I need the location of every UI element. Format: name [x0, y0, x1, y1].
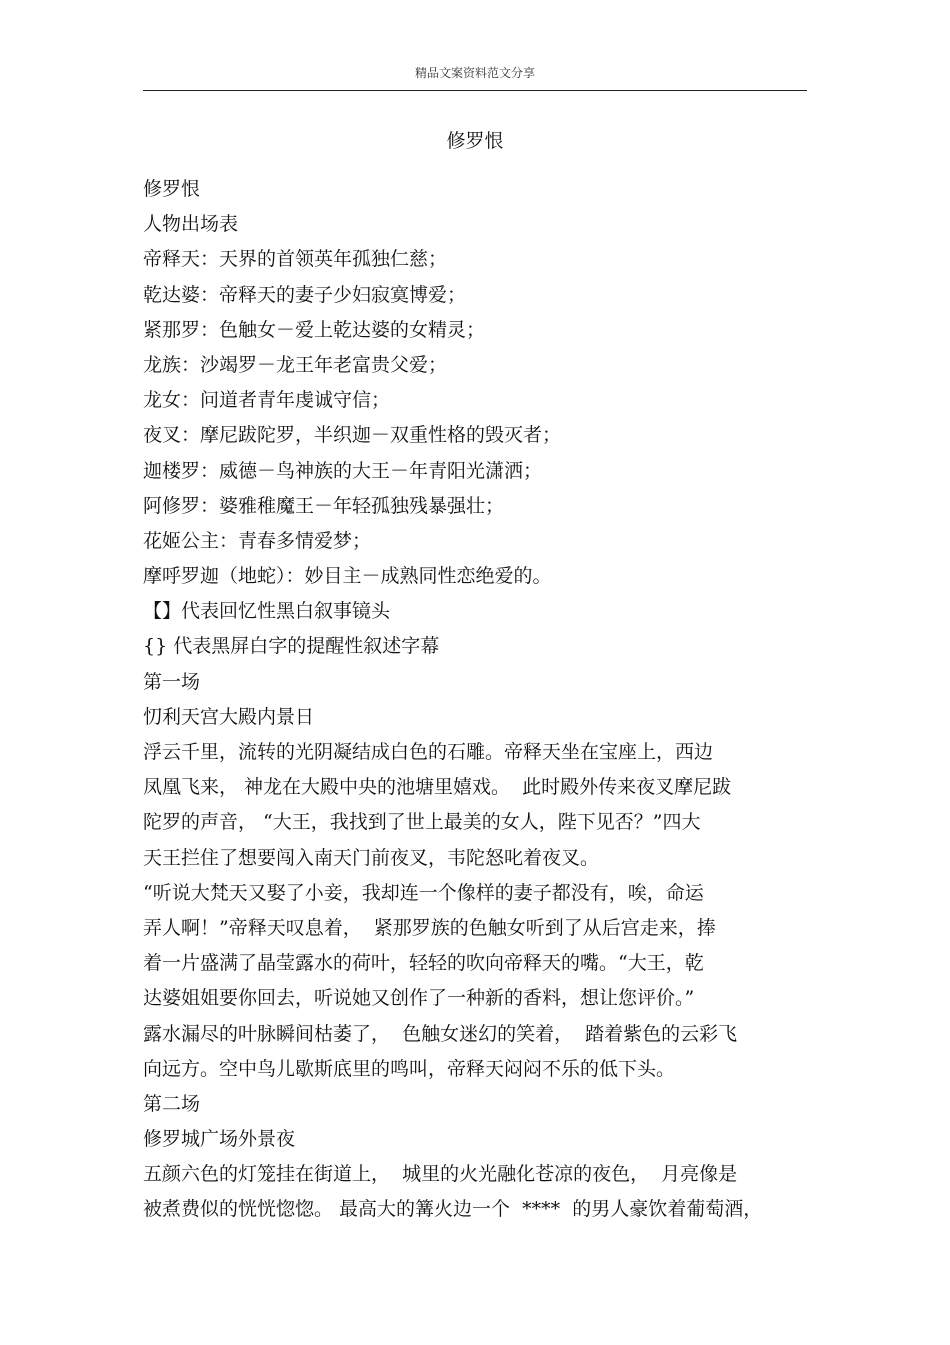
text-line: 陀罗的声音， “大王，我找到了世上最美的女人，陛下见否？”四大	[143, 811, 701, 834]
text-line: 露水漏尽的叶脉瞬间枯萎了， 色触女迷幻的笑着， 踏着紫色的云彩飞	[143, 1022, 738, 1045]
document-body	[143, 172, 807, 1228]
text-line: 五颜六色的灯笼挂在街道上， 城里的火光融化苍凉的夜色， 月亮像是	[143, 1163, 738, 1186]
text-line: 达婆姐姐要你回去，听说她又创作了一种新的香料，想让您评价。”	[143, 987, 695, 1010]
text-line: 夜叉：摩尼跋陀罗，半织迦－双重性格的毁灭者；	[143, 424, 562, 447]
text-line: 第一场	[143, 670, 201, 693]
text-line: 花姬公主：青春多情爱梦；	[143, 529, 372, 552]
text-line: {} 代表黑屏白字的提醒性叙述字幕	[143, 635, 440, 658]
text-line: 迦楼罗：威德－鸟神族的大王－年青阳光潇洒；	[143, 459, 543, 482]
text-line: 浮云千里，流转的光阴凝结成白色的石雕。帝释天坐在宝座上，西边	[143, 741, 714, 763]
text-line: “听说大梵天又娶了小妾，我却连一个像样的妻子都没有，唉，命运	[143, 881, 704, 904]
page-header	[143, 62, 807, 91]
text-line: 被煮费似的恍恍惚惚。 最高大的篝火边一个 **** 的男人豪饮着葡萄酒，	[143, 1198, 763, 1221]
text-line: 修罗恨	[143, 178, 201, 200]
text-line: 第二场	[143, 1092, 201, 1115]
text-line: 忉利天宫大殿内景日	[143, 705, 315, 728]
text-line: 帝释天：天界的首领英年孤独仁慈；	[143, 248, 448, 271]
text-line: 乾达婆：帝释天的妻子少妇寂寞博爱；	[143, 283, 467, 306]
text-line: 修罗城广场外景夜	[143, 1128, 296, 1151]
text-line: 阿修罗：婆雅稚魔王－年轻孤独残暴强壮；	[143, 494, 505, 517]
text-line: 紧那罗：色触女－爱上乾达婆的女精灵；	[143, 318, 486, 341]
text-line: 人物出场表	[143, 213, 239, 236]
text-line: 龙女：问道者青年虔诚守信；	[143, 389, 391, 412]
text-line: 【】代表回忆性黑白叙事镜头	[143, 600, 391, 623]
document-title: 修罗恨	[446, 130, 504, 152]
text-line: 凤凰飞来， 神龙在大殿中央的池塘里嬉戏。 此时殿外传来夜叉摩尼跋	[143, 776, 732, 799]
text-line: 弄人啊！”帝释天叹息着， 紧那罗族的色触女听到了从后宫走来，捧	[143, 916, 716, 939]
text-line: 龙族：沙竭罗－龙王年老富贵父爱；	[143, 353, 448, 376]
text-line: 天王拦住了想要闯入南天门前夜叉，韦陀怒叱着夜叉。	[143, 846, 600, 869]
text-line: 着一片盛满了晶莹露水的荷叶，轻轻的吹向帝释天的嘴。“大王，乾	[143, 952, 704, 975]
text-line: 摩呼罗迦（地蛇）：妙目主－成熟同性恋绝爱的。	[143, 565, 552, 588]
header-text: 精品文案资料范文分享	[414, 66, 535, 80]
text-line: 向远方。空中鸟儿歇斯底里的鸣叫，帝释天闷闷不乐的低下头。	[143, 1057, 676, 1080]
